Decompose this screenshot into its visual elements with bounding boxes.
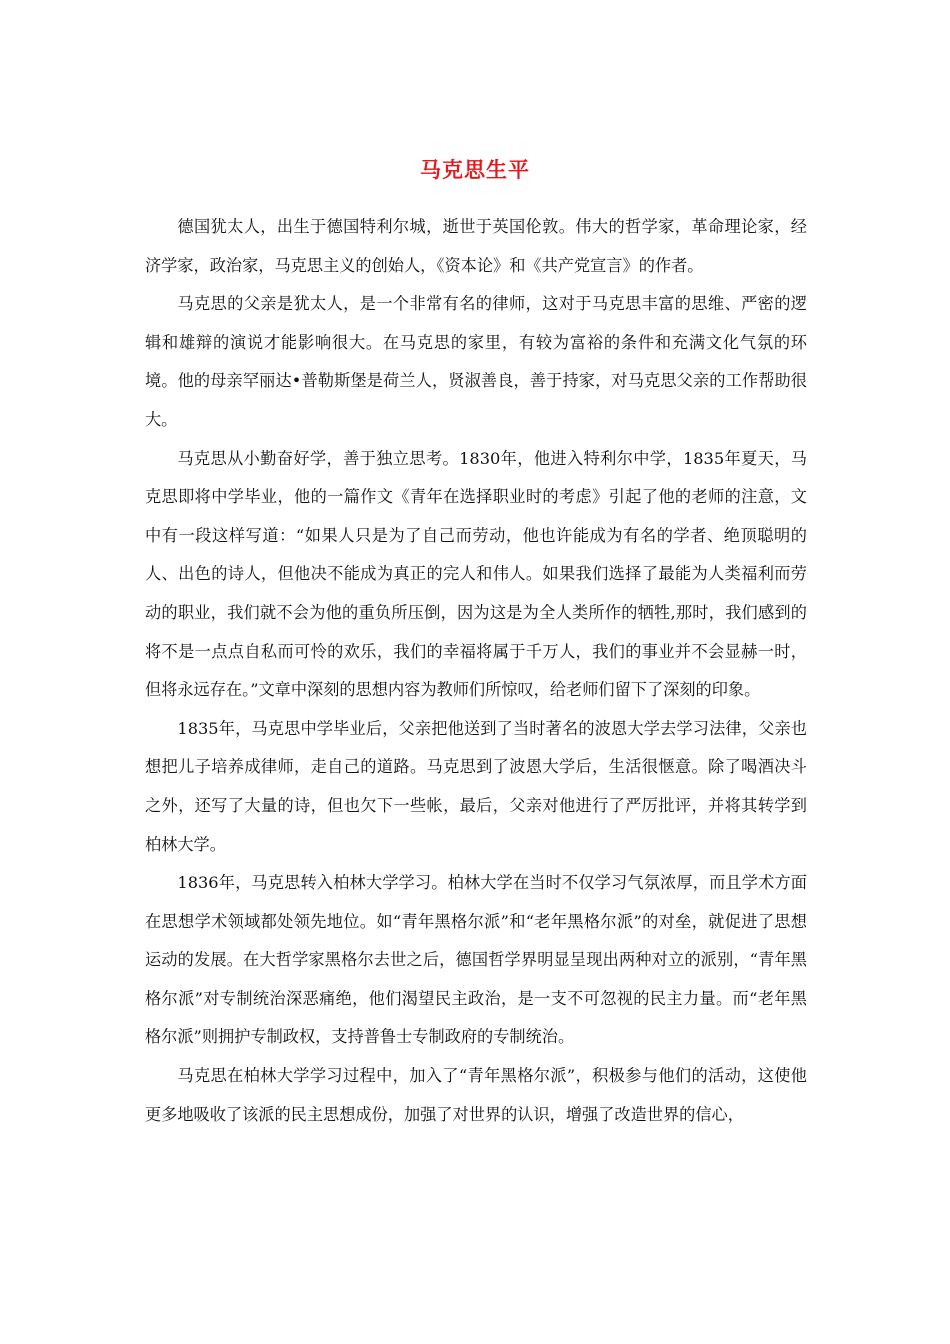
page-title: 马克思生平 [420,157,530,183]
paragraph-family: 马克思的父亲是犹太人，是一个非常有名的律师，这对于马克思丰富的思维、严密的逻辑和雄辩的演说才能影响很大。在马克思的家里，有较为富裕的条件和充满文化气氛的环境。他的母亲罕丽达•普勒斯堡是荷兰人，贤淑善良，善于持家，对马克思父亲的工作帮助很大。 [145,294,807,429]
document-body [145,208,807,1134]
paragraph-berlin: 1836年，马克思转入柏林大学学习。柏林大学在当时不仅学习气氛浓厚，而且学术方面在思想学术领域都处领先地位。如“青年黑格尔派”和“老年黑格尔派”的对垒，就促进了思想运动的发展。在大哲学家黑格尔去世之后，德国哲学界明显呈现出两种对立的派别，“青年黑格尔派”对专制统治深恶痛绝，他们渴望民主政治，是一支不可忽视的民主力量。而“老年黑格尔派”则拥护专制政权，支持普鲁士专制政府的专制统治。 [145,873,807,1047]
paragraph-young-hegelians: 马克思在柏林大学学习过程中，加入了“青年黑格尔派”，积极参与他们的活动，这使他更多地吸收了该派的民主思想成份，加强了对世界的认识，增强了改造世界的信心， [145,1066,807,1124]
paragraph-intro: 德国犹太人，出生于德国特利尔城，逝世于英国伦敦。伟大的哲学家，革命理论家，经济学家，政治家，马克思主义的创始人，《资本论》和《共产党宣言》的作者。 [145,217,807,275]
paragraph-bonn: 1835年，马克思中学毕业后，父亲把他送到了当时著名的波恩大学去学习法律，父亲也想把儿子培养成律师，走自己的道路。马克思到了波恩大学后，生活很惬意。除了喝酒决斗之外，还写了大量的诗，但也欠下一些帐，最后，父亲对他进行了严厉批评，并将其转学到柏林大学。 [145,718,807,854]
paragraph-school: 马克思从小勤奋好学，善于独立思考。1830年，他进入特利尔中学，1835年夏天，马克思即将中学毕业，他的一篇作文《青年在选择职业时的考虑》引起了他的老师的注意，文中有一段这样写道：“如果人只是为了自己而劳动，他也许能成为有名的学者、绝顶聪明的人、出色的诗人，但他决不能成为真正的完人和伟人。如果我们选择了最能为人类福利而劳动的职业，我们就不会为他的重负所压倒，因为这是为全人类所作的牺牲,那时，我们感到的将不是一点点自私而可怜的欢乐，我们的幸福将属于千万人，我们的事业并不会显赫一时，但将永远存在。”文章中深刻的思想内容为教师们所惊叹，给老师们留下了深刻的印象。 [145,448,807,700]
